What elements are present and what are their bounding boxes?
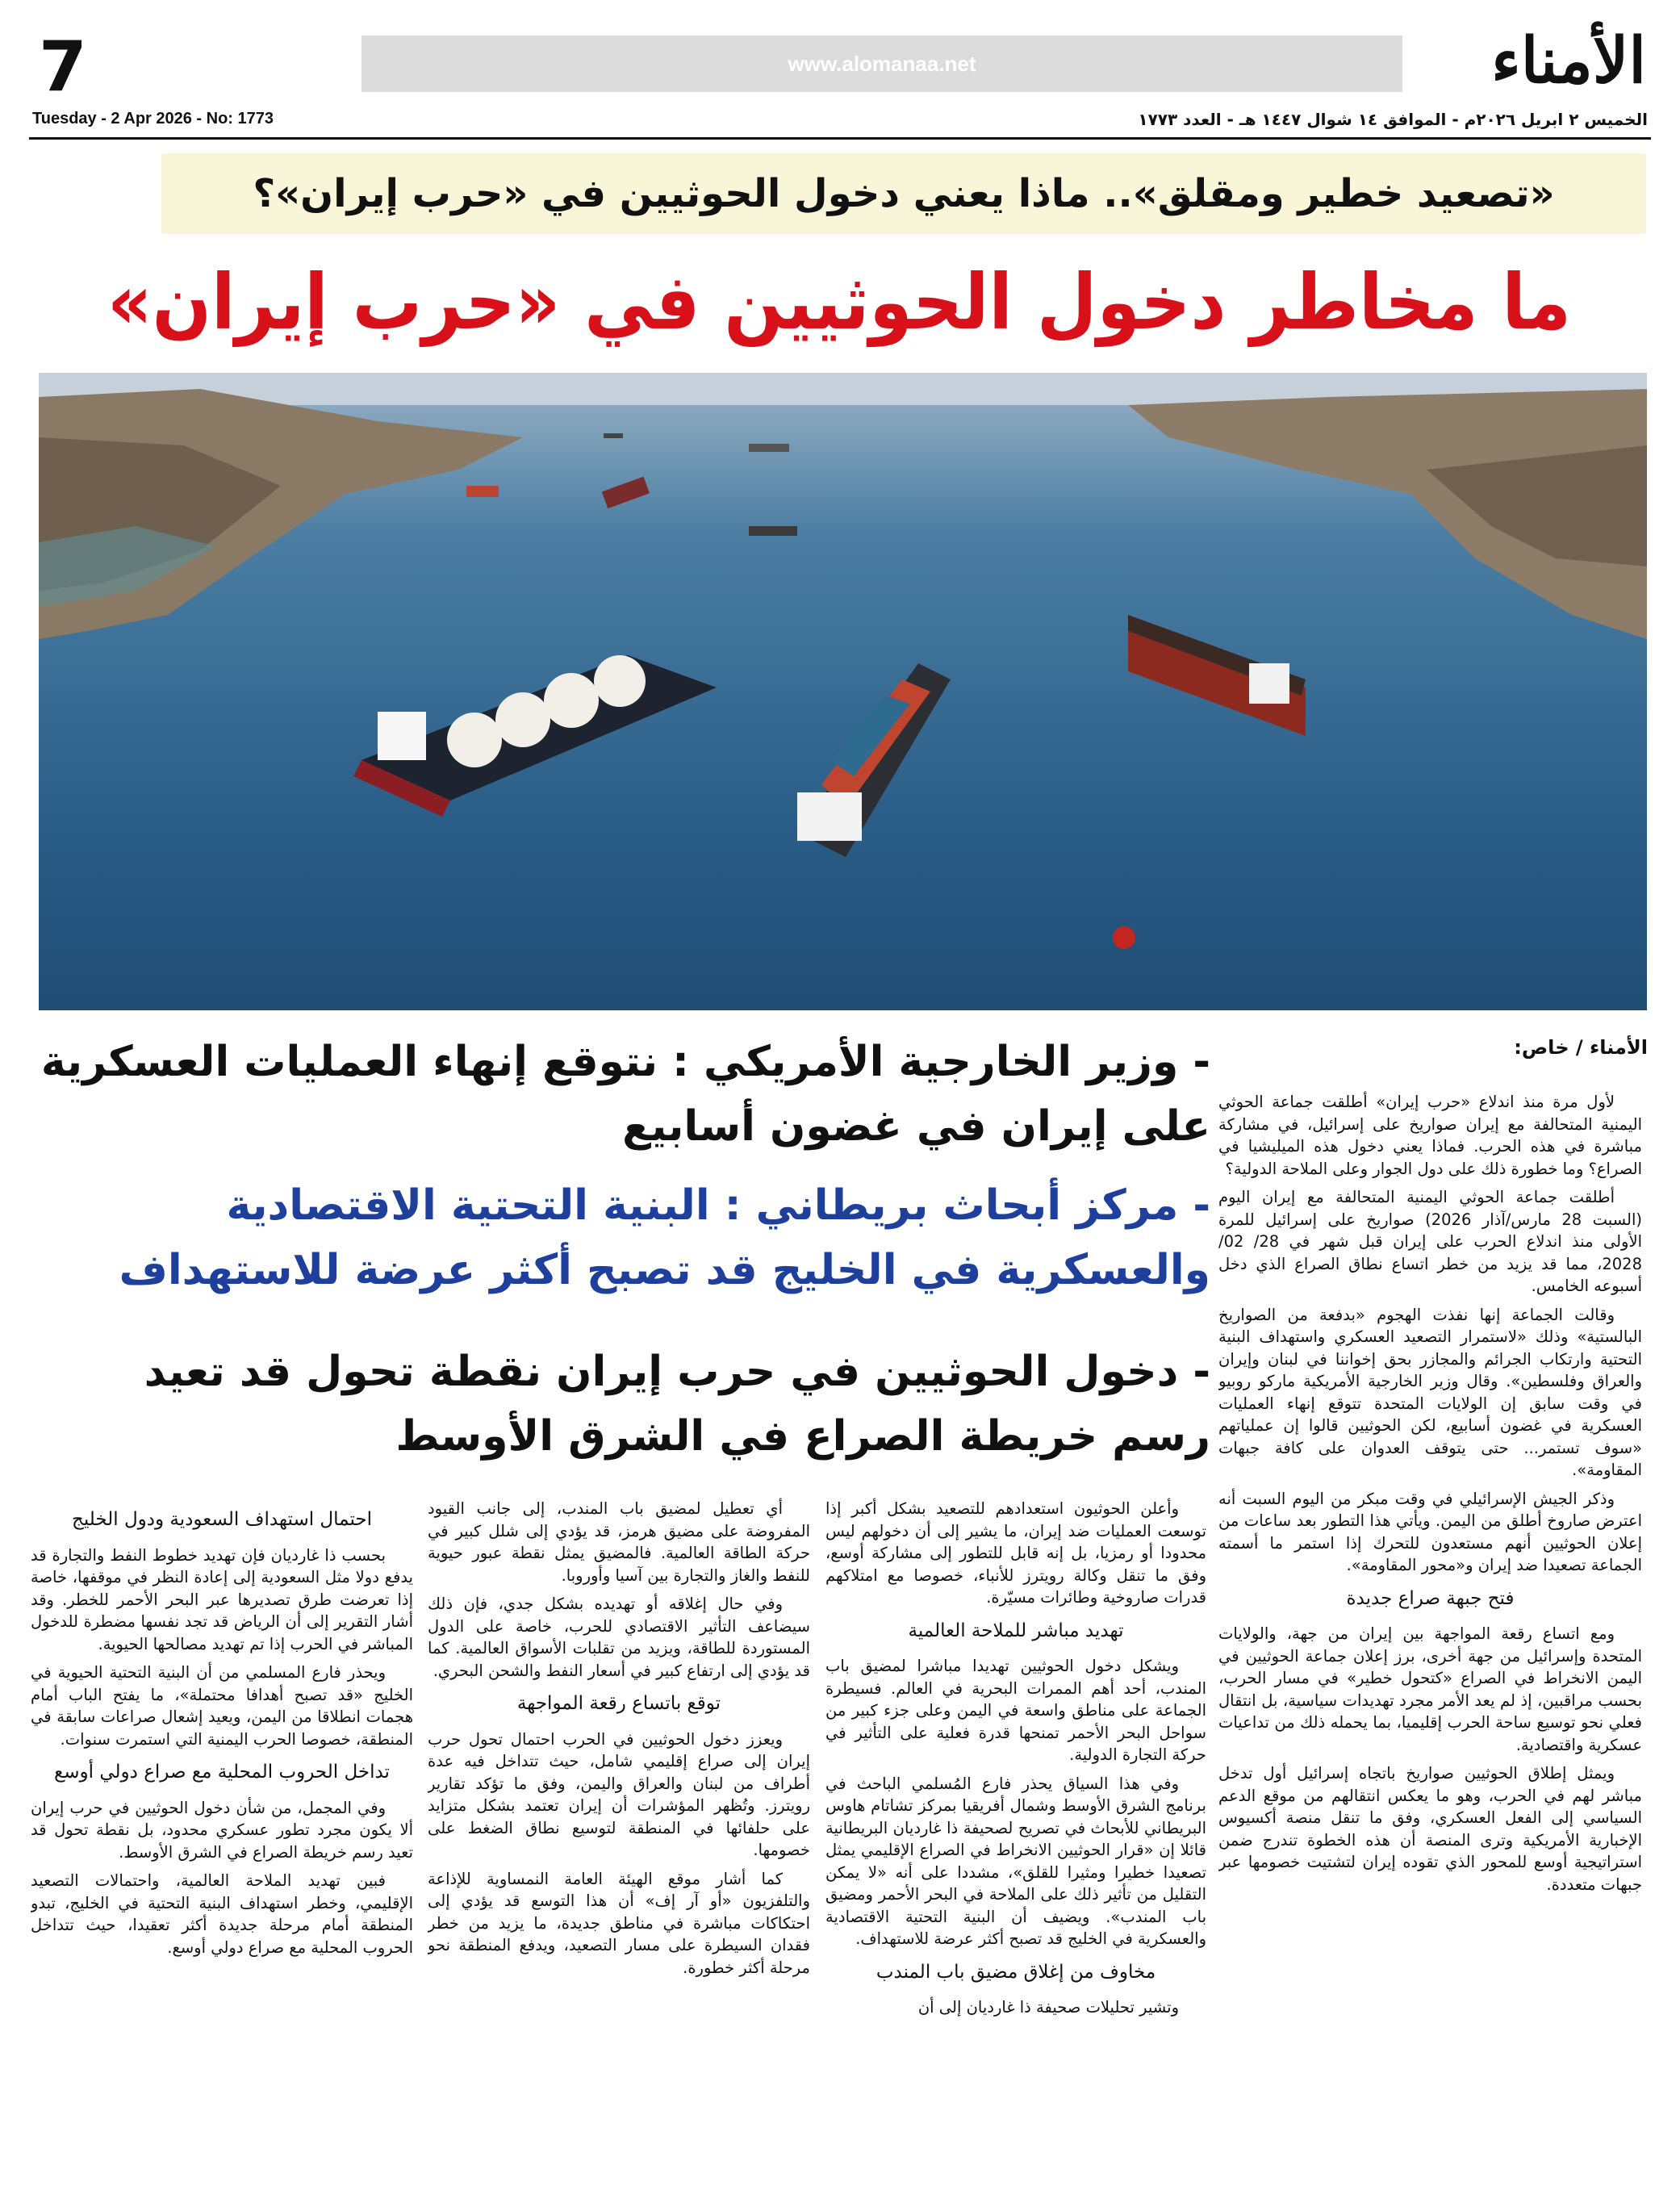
paragraph: ويحذر فارع المسلمي من أن البنية التحتية الحيوية في الخليج «قد تصبح أهدافا محتملة»، ما يفتح الباب أمام هجمات انطلاقا من اليمن، ويعيد إشعال صراعات سابقة في المنطقة، خصوصا الحرب اليمنية التي استمرت سنوات. <box>31 1663 413 1749</box>
masthead-rule <box>29 137 1651 140</box>
section-heading: تهديد مباشر للملاحة العالمية <box>908 1620 1124 1641</box>
paragraph: وفي هذا السياق يحذر فارع المُسلمي الباحث في برنامج الشرق الأوسط وشمال أفريقيا بمركز تشاتام هاوس البريطاني للأبحاث في تصريح لصحيفة ذا غارديان البريطانية قائلا إن «قرار الحوثيين الانخراط في الصراع الإقليمي يمثل تصعيدا خطيرا ومثيرا للقلق»، مشددا على أنه «لا يمكن التقليل من تأثير ذلك على الملاحة في البحر الأحمر ومضيق باب المندب». ويضيف أن البنية التحتية الاقتصادية والعسكرية في الخليج قد تصبح أكثر عرضة للاستهداف. <box>825 1774 1206 1948</box>
section-heading: تداخل الحروب المحلية مع صراع دولي أوسع <box>54 1762 390 1783</box>
article-column-1 <box>31 1498 413 2207</box>
paragraph: وقالت الجماعة إنها نفذت الهجوم «بدفعة من الصواريخ البالستية» وذلك «لاستمرار التصعيد العسكري واستهداف البنية التحتية وارتكاب الجرائم والمجازر بحق إخواننا في لبنان وإيران والعراق وفلسطين». وقال وزير الخارجية الأمريكية ماركو روبيو في وقت سابق إن الولايات المتحدة تتوقع إنهاء العمليات العسكرية في غضون أسابيع، لكن الحوثيين قالوا إن عملياتهم «سوف تستمر... حتى يتوقف العدوان على كافة جبهات المقاومة». <box>1218 1305 1642 1479</box>
section-heading: توقع باتساع رقعة المواجهة <box>516 1693 721 1714</box>
section-heading: احتمال استهداف السعودية ودول الخليج <box>72 1509 372 1530</box>
byline: الأمناء / خاص: <box>1514 1036 1648 1059</box>
url-bar <box>361 36 1402 92</box>
paragraph: وذكر الجيش الإسرائيلي في وقت مبكر من اليوم السبت أنه اعترض صاروخ أطلق من اليمن. ويأتي هذا التطور بعد ساعات من إعلان الحوثيين أنهم مستعدون للتحرك إذا استمر ما أسمته الجماعة تصعيدا ضد إيران و«محور المقاومة». <box>1218 1489 1642 1574</box>
page-number: 7 <box>39 27 87 107</box>
paragraph: وفي المجمل، من شأن دخول الحوثيين في حرب إيران ألا يكون مجرد تطور عسكري محدود، بل نقطة تحول قد تعيد رسم خريطة الصراع في الشرق الأوسط. <box>31 1798 413 1862</box>
dateline-english: Tuesday - 2 Apr 2026 - No: 1773 <box>32 110 274 127</box>
paragraph: أطلقت جماعة الحوثي اليمنية المتحالفة مع إيران اليوم (السبت 28 مارس/آذار 2026) صواريخ على إسرائيل للمرة الأولى منذ اندلاع الحرب على إيران قبل شهر في 28/ 02/ 2028، مما قد يزيد من خطر اتساع نطاق الصراع الذي دخل أسبوعه الخامس. <box>1218 1188 1642 1295</box>
paragraph: بحسب ذا غارديان فإن تهديد خطوط النفط والتجارة قد يدفع دولا مثل السعودية إلى إعادة النظر في موقفها، خاصة إذا تعرضت طرق تصديرها عبر البحر الأحمر للخطر. وقد أشار التقرير إلى أن الرياض قد تجد نفسها مضطرة للدخول المباشر في الحرب إذا تم تهديد مصالحها الحيوية. <box>31 1545 413 1653</box>
subheadline-1: - وزير الخارجية الأمريكي : نتوقع إنهاء العمليات العسكرية على إيران في غضون أسابيع <box>40 1038 1210 1151</box>
section-heading: مخاوف من إغلاق مضيق باب المندب <box>876 1961 1156 1983</box>
site-url[interactable]: www.alomanaa.net <box>788 52 976 76</box>
dateline-arabic: الخميس ٢ ابريل ٢٠٢٦م - الموافق ١٤ شوال ١٤٤٧ هـ - العدد ١٧٧٣ <box>1138 110 1648 129</box>
paragraph: ويمثل إطلاق الحوثيين صواريخ باتجاه إسرائيل أول تدخل مباشر لهم في الحرب، وهو ما يعكس انتقالهم من موقع الدعم السياسي إلى الفعل العسكري، وفق ما تنقل منصة أكسيوس الإخبارية الأمريكية وترى المنصة أن هذه الخطوة تندرج ضمن استراتيجية أوسع للمحور الذي تقوده إيران لتشتيت خصومها عبر جبهات متعددة. <box>1218 1764 1642 1894</box>
paragraph: ويشكل دخول الحوثيين تهديدا مباشرا لمضيق باب المندب، أحد أهم الممرات البحرية في العالم. فسيطرة الجماعة على مناطق واسعة في اليمن وعلى جزء كبير من سواحل البحر الأحمر تمنحها قدرة فعلية على التأثير في حركة التجارة الدولية. <box>825 1657 1206 1764</box>
paragraph: وتشير تحليلات صحيفة ذا غارديان إلى أن <box>917 1998 1179 2017</box>
subheadline-2: - مركز أبحاث بريطاني : البنية التحتية الاقتصادية والعسكرية في الخليج قد تصبح أكثر عرضة للاستهداف <box>119 1181 1210 1294</box>
paragraph: ومع اتساع رقعة المواجهة بين إيران من جهة، والولايات المتحدة وإسرائيل من جهة أخرى، برز إعلان جماعة الحوثيين في اليمن الانخراط في الصراع «كتحول خطير» في مسار الحرب، بحسب مراقبين، إذ لم يعد الأمر مجرد تهديدات سياسية، بل انتقال فعلي نحو توسيع ساحة الحرب إقليميا، بما يحمله ذلك من تداعيات عسكرية واقتصادية. <box>1218 1624 1642 1754</box>
article-column-2 <box>428 1498 810 2207</box>
paragraph: وأعلن الحوثيون استعدادهم للتصعيد بشكل أكبر إذا توسعت العمليات ضد إيران، ما يشير إلى أن دخولهم ليس محدودا أو رمزيا، بل إنه قابل للتطور إلى مشاركة أوسع، وفق ما تنقل وكالة رويترز للأنباء، خصوصا مع امتلاكهم قدرات صاروخية وطائرات مسيّرة. <box>825 1499 1206 1607</box>
main-title: ما مخاطر دخول الحوثيين في «حرب إيران» <box>107 258 1571 347</box>
ships-photo <box>39 373 1647 1010</box>
newspaper-logo: الأمناء <box>1491 24 1646 98</box>
paragraph: ويعزز دخول الحوثيين في الحرب احتمال تحول حرب إيران إلى صراع إقليمي شامل، حيث تتداخل فيه عدة أطراف من لبنان والعراق واليمن، وفق ما تؤكد تقارير رويترز. وتُظهر المؤشرات أن إيران تعتمد بشكل متزايد على حلفائها في المنطقة لتوسيع نطاق الضغط على خصومها. <box>428 1729 810 1859</box>
paragraph: وفي حال إغلاقه أو تهديده بشكل جدي، فإن ذلك سيضاعف التأثير الاقتصادي للحرب، خاصة على الدول المستوردة للطاقة، ويزيد من تقلبات الأسواق العالمية. كما قد يؤدي إلى ارتفاع كبير في أسعار النفط والشحن البحري. <box>428 1595 810 1680</box>
kicker-headline: «تصعيد خطير ومقلق».. ماذا يعني دخول الحوثيين في «حرب إيران»؟ <box>253 171 1555 216</box>
paragraph: فبين تهديد الملاحة العالمية، واحتمالات التصعيد الإقليمي، وخطر استهداف البنية التحتية في الخليج، تبدو المنطقة أمام مرحلة جديدة أكثر تعقيدا، حيث تتداخل الحروب المحلية مع صراع دولي أوسع. <box>31 1871 413 1957</box>
section-heading: فتح جبهة صراع جديدة <box>1346 1587 1515 1609</box>
article-column-3 <box>825 1498 1206 2207</box>
article-column-right <box>1218 1091 1642 2207</box>
paragraph: كما أشار موقع الهيئة العامة النمساوية للإذاعة والتلفزيون «أو آر إف» أن هذا التوسع قد يؤدي إلى احتكاكات مباشرة في مناطق جديدة، ما يزيد من خطر فقدان السيطرة على مسار التصعيد، ويدفع المنطقة نحو مرحلة أكثر خطورة. <box>428 1869 810 1977</box>
paragraph: أي تعطيل لمضيق باب المندب، إلى جانب القيود المفروضة على مضيق هرمز، قد يؤدي إلى شلل كبير في حركة الطاقة العالمية. فالمضيق يمثل نقطة عبور حيوية للنفط والغاز والتجارة بين آسيا وأوروبا. <box>428 1499 810 1585</box>
subheadline-3: - دخول الحوثيين في حرب إيران نقطة تحول قد تعيد رسم خريطة الصراع في الشرق الأوسط <box>144 1348 1210 1461</box>
paragraph: لأول مرة منذ اندلاع «حرب إيران» أطلقت جماعة الحوثي اليمنية المتحالفة مع إيران صواريخ على إسرائيل، في مشاركة مباشرة في هذه الحرب. فماذا يعني دخول هذه الميليشيا في الصراع؟ وما خطورة ذلك على دول الجوار وعلى الملاحة الدولية؟ <box>1218 1093 1642 1178</box>
